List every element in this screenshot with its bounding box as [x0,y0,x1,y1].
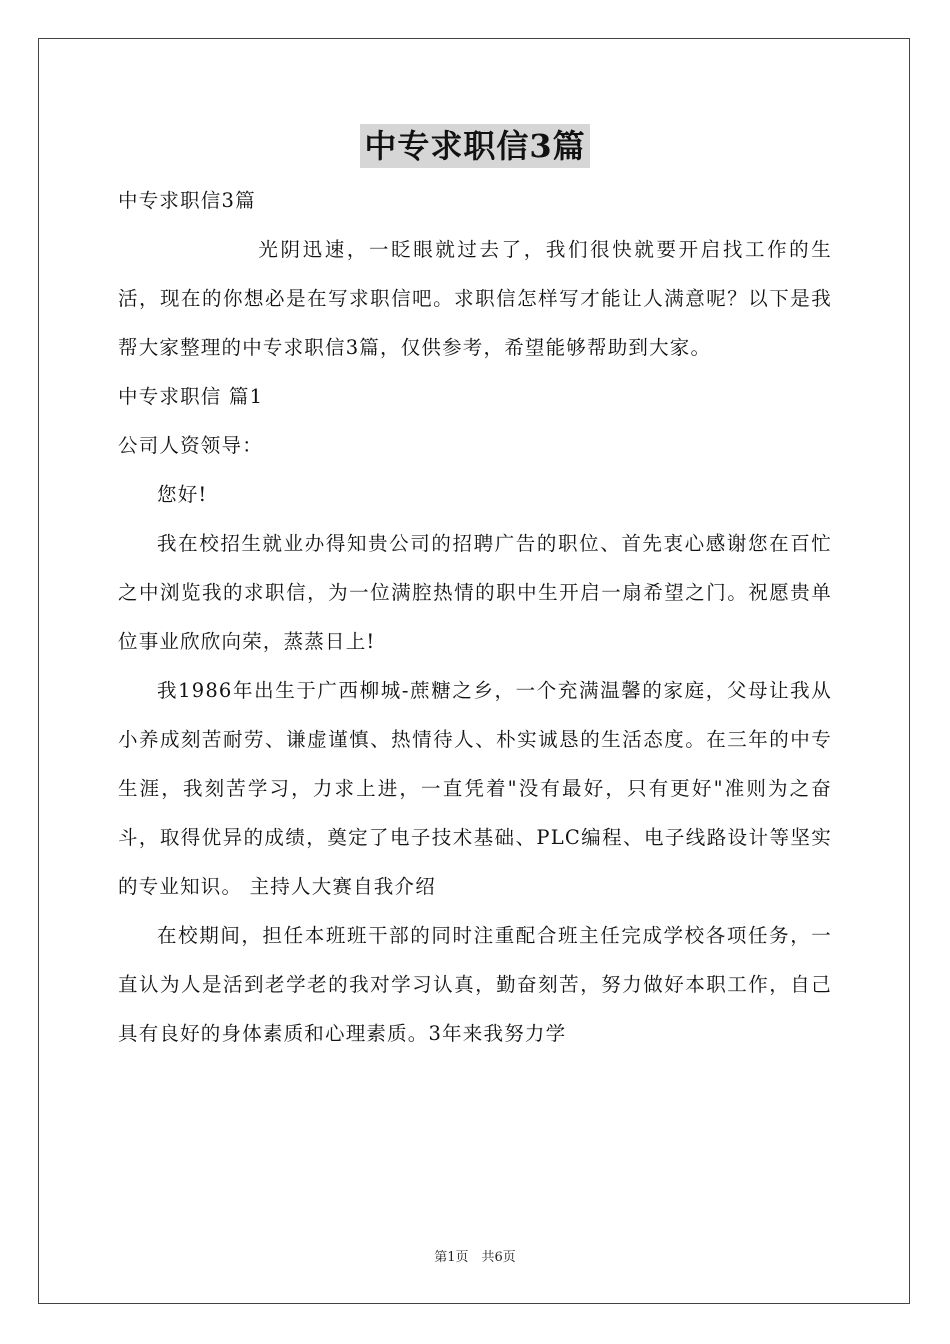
body-paragraph: 在校期间，担任本班班干部的同时注重配合班主任完成学校各项任务，一直认为人是活到老学老的我对学习认真，勤奋刻苦，努力做好本职工作，自己具有良好的身体素质和心理素质。3年来我努力学 [118,924,832,1045]
intro-paragraph: 光阴迅速，一眨眼就过去了，我们很快就要开启找工作的生活，现在的你想必是在写求职信吧。求职信怎样写才能让人满意呢？以下是我帮大家整理的中专求职信3篇，仅供参考，希望能够帮助到大家。 [118,238,832,359]
body-paragraph: 我在校招生就业办得知贵公司的招聘广告的职位、首先衷心感谢您在百忙之中浏览我的求职信，为一位满腔热情的职中生开启一扇希望之门。祝愿贵单位事业欣欣向荣，蒸蒸日上! [118,532,832,653]
section-heading: 中专求职信 篇1 [118,385,264,408]
document-title-wrapper [0,124,950,168]
body-paragraph: 我1986年出生于广西柳城-蔗糖之乡，一个充满温馨的家庭，父母让我从小养成刻苦耐劳、谦虚谨慎、热情待人、朴实诚恳的生活态度。在三年的中专生涯，我刻苦学习，力求上进，一直凭着"没有最好，只有更好"准则为之奋斗，取得优异的成绩，奠定了电子技术基础、PLC编程、电子线路设计等坚实的专业知识。 主持人大赛自我介绍 [118,679,832,898]
salutation: 公司人资领导： [118,434,263,457]
subtitle-line: 中专求职信3篇 [118,189,256,212]
page-number-footer: 第1页 共6页 [434,1250,516,1265]
document-title: 中专求职信3篇 [360,124,589,168]
document-body [118,176,832,1058]
greeting: 您好! [157,483,208,506]
